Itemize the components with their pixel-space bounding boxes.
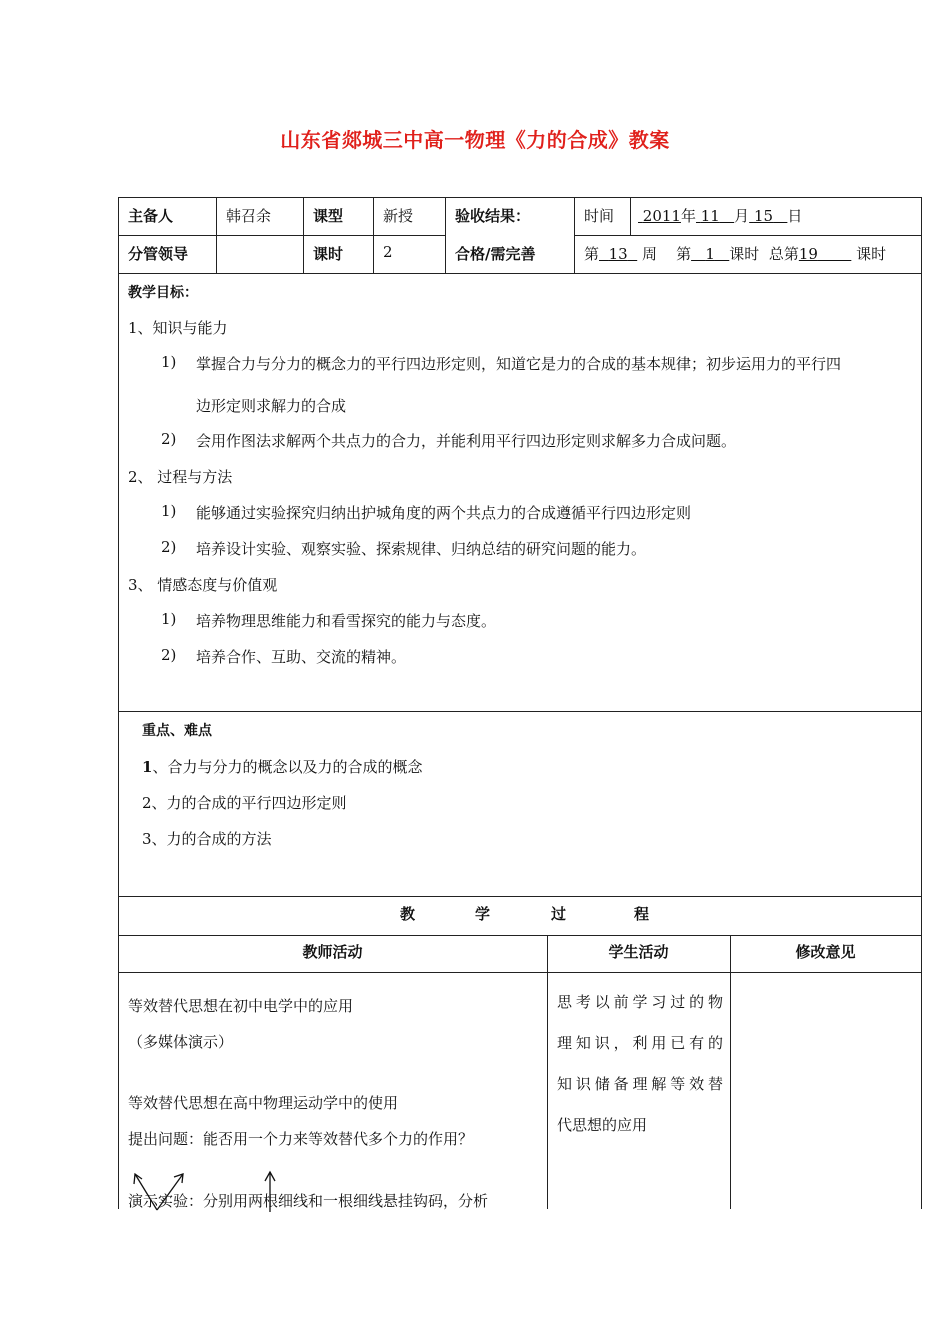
date-month: 11 xyxy=(700,207,720,225)
process-heading-char-2: 学 xyxy=(475,905,491,923)
student-line-3: 知识储备理解等效替 xyxy=(557,1075,723,1093)
objective-section-2: 2、 过程与方法 xyxy=(128,468,233,486)
objective-3-1-num: 1) xyxy=(161,610,177,628)
date-month-suffix: 月 xyxy=(734,207,750,225)
left-arrow-shaft xyxy=(135,1174,157,1210)
hours-value: 2 xyxy=(383,243,393,261)
objective-1-2: 会用作图法求解两个共点力的合力，并能利用平行四边形定则求解多力合成问题。 xyxy=(196,432,737,450)
teacher-line-3: 等效替代思想在高中物理运动学中的使用 xyxy=(128,1094,399,1112)
col-teacher-activity: 教师活动 xyxy=(302,943,363,961)
objective-2-1-num: 1) xyxy=(161,502,177,520)
total-number: 19 xyxy=(798,245,818,263)
objective-2-2: 培养设计实验、观察实验、探索规律、归纳总结的研究问题的能力。 xyxy=(196,540,647,558)
keypoints-heading: 重点、难点 xyxy=(142,723,212,739)
student-line-2: 理知识，利用已有的 xyxy=(557,1034,723,1052)
objective-3-1: 培养物理思维能力和看雪探究的能力与态度。 xyxy=(196,612,497,630)
hours-label: 课时 xyxy=(313,245,344,263)
objective-2-1: 能够通过实验探究归纳出护城角度的两个共点力的合成遵循平行四边形定则 xyxy=(196,504,692,522)
time-label: 时间 xyxy=(584,207,615,225)
week-number: 13 xyxy=(608,245,628,263)
objective-section-1: 1、知识与能力 xyxy=(128,319,228,337)
teacher-line-1: 等效替代思想在初中电学中的应用 xyxy=(128,997,354,1015)
date-day-suffix: 日 xyxy=(787,207,803,225)
col-student-activity: 学生活动 xyxy=(608,943,669,961)
objective-3-2: 培养合作、互助、交流的精神。 xyxy=(196,648,407,666)
student-line-4: 代思想的应用 xyxy=(557,1116,648,1134)
date-year: 2011 xyxy=(642,207,681,225)
objective-section-3: 3、 情感态度与价值观 xyxy=(128,576,278,594)
acceptance-label: 验收结果： xyxy=(455,207,531,225)
lesson-type-value: 新授 xyxy=(383,207,414,225)
objective-1-2-num: 2) xyxy=(161,430,177,448)
lesson-number: 1 xyxy=(705,245,715,263)
acceptance-value: 合格/需完善 xyxy=(455,245,536,263)
objective-1-1-cont: 边形定则求解力的合成 xyxy=(196,397,347,415)
objective-3-2-num: 2) xyxy=(161,646,177,664)
process-heading-char-1: 教 xyxy=(400,905,416,923)
teacher-line-4: 提出问题：能否用一个力来等效替代多个力的作用？ xyxy=(128,1130,474,1148)
leader-label: 分管领导 xyxy=(128,245,189,263)
preparer-label: 主备人 xyxy=(128,207,174,225)
schedule-field: 第 13 周 第 1 课时 总第19 课时 xyxy=(584,245,887,263)
process-heading-char-3: 过 xyxy=(551,905,567,923)
keypoint-3: 3、力的合成的方法 xyxy=(142,830,272,848)
objective-1-1: 掌握合力与分力的概念力的平行四边形定则，知道它是力的合成的基本规律；初步运用力的平行四 xyxy=(196,355,842,373)
col-revision-notes: 修改意见 xyxy=(795,943,856,961)
document-title: 山东省郯城三中高一物理《力的合成》教案 xyxy=(280,128,670,152)
objective-2-2-num: 2) xyxy=(161,538,177,556)
student-activity-text xyxy=(557,982,723,1146)
date-day: 15 xyxy=(753,207,774,225)
keypoint-1: 1、合力与分力的概念以及力的合成的概念 xyxy=(142,758,423,776)
objectives-heading: 教学目标： xyxy=(128,285,198,301)
force-arrows-diagram xyxy=(126,1162,286,1214)
lesson-type-label: 课型 xyxy=(313,207,344,225)
date-field xyxy=(638,205,802,226)
keypoint-2: 2、力的合成的平行四边形定则 xyxy=(142,794,347,812)
teacher-line-2: （多媒体演示） xyxy=(128,1033,234,1051)
date-year-suffix: 年 xyxy=(680,207,696,225)
teacher-line-5: 演示实验：分别用两根细线和一根细线悬挂钩码，分析 xyxy=(128,1192,489,1210)
student-line-1: 思考以前学习过的物 xyxy=(557,993,723,1011)
preparer-value: 韩召余 xyxy=(226,207,272,225)
process-heading-char-4: 程 xyxy=(634,905,650,923)
right-arrow-shaft xyxy=(157,1174,183,1210)
objective-1-1-num: 1) xyxy=(161,353,177,371)
